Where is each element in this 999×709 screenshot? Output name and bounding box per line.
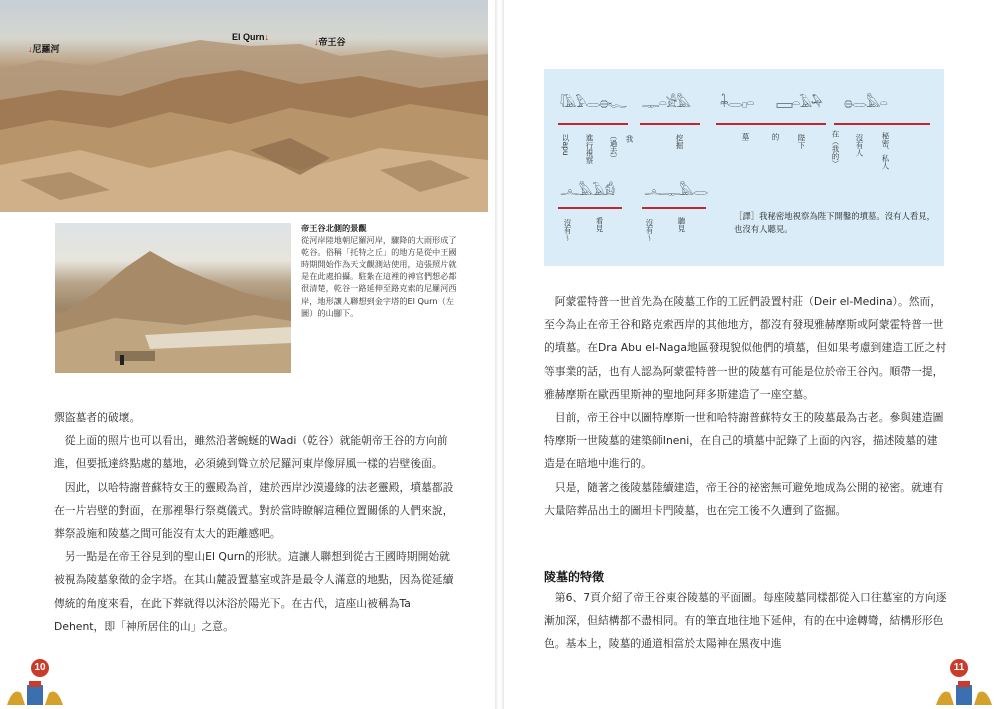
egyptian-ornament-icon	[5, 667, 65, 707]
down-arrow-icon: ↓	[28, 44, 33, 54]
paragraph: 目前，帝王谷中以圖特摩斯一世和哈特謝普蘇特女王的陵墓最為古老。參與建造圖特摩斯一世陵墓的建築師Ineni，在自己的墳墓中記錄了上面的內容，描述陵墓的建造是在暗地中進行的。	[544, 411, 944, 471]
hieroglyph-icon: 𓈙𓏏𓄿𓅆	[776, 96, 823, 111]
translation-text: ［譯］我秘密地視察為陛下開鑿的墳墓。沒有人看見，也沒有人聽見。	[734, 211, 935, 234]
page-number-badge: 11	[950, 659, 968, 677]
gloss: 聽見	[677, 216, 686, 232]
gloss: 看見	[595, 216, 604, 232]
caption-text: 從河岸陸地朝尼羅河岸，驟降的大雨形成了乾谷。俗稱「托特之丘」的地方是從中王國時期開始作為天文觀測站使用，這張照片就是在此處拍攝。駐紮在這裡的神官們想必都很清楚，乾谷一路延伸至路克索的尼羅河西岸，地形讓人聯想到金字塔的El Qurn（左圖）的山腳下。	[301, 235, 457, 318]
gloss: 秘密、私人	[881, 132, 890, 170]
paragraph: 從上面的照片也可以看出，雖然沿著蜿蜒的Wadi（乾谷）就能朝帝王谷的方向前進，但要抵達終點處的墓地，必須繞到聳立於尼羅河東岸像屏風一樣的岩壁後面。	[54, 434, 448, 471]
paragraph: 只是，隨著之後陵墓陸續建造，帝王谷的祕密無可避免地成為公開的祕密。就連有大量陪葬品出土的圖坦卡門陵墓，也在完工後不久遭到了盜掘。	[544, 480, 944, 517]
paragraph: 因此，以哈特謝普蘇特女王的靈殿為首，建於西岸沙漠邊緣的法老靈殿，墳墓都設在一片岩壁的對面，在那裡舉行祭奠儀式。對於當時瞭解這種位置關係的人們來說，葬祭設施和陵墓之間可能沒有太大的距離感吧。	[54, 480, 454, 541]
gloss: 沒有人	[855, 133, 864, 157]
label-el-qurn: El Qurn↓	[232, 32, 270, 42]
label-nile: ↓尼羅河	[28, 44, 60, 54]
caption-title: 帝王谷北側的景觀	[301, 223, 367, 233]
section-title: 陵墓的特徵	[544, 570, 605, 584]
hieroglyph-panel	[544, 69, 944, 266]
paragraph: 阿蒙霍特普一世首先為在陵墓工作的工匠們設置村莊（Deir el-Medina）。然而，至今為止在帝王谷和路克索西岸的其他地方，都沒有發現雅赫摩斯或阿蒙霍特普一世的墳墓。在Dra Abu el-Naga地區發現貌似他們的墳墓，但如果考慮到建造工匠之村等事業的話，也有人認為阿蒙霍特普一世的陵墓有可能是位於帝王谷內。順帶一提，雅赫摩斯在歐西里斯神的聖地阿拜多斯建造了一座空墓。	[544, 295, 947, 401]
el-qurn-photo	[55, 223, 291, 373]
hieroglyph-icon: 𓊃𓏏𓀀𓅓	[642, 96, 691, 111]
gloss-divider	[716, 123, 826, 125]
down-arrow-icon: ↓	[314, 37, 319, 47]
page-number-badge: 10	[31, 659, 49, 677]
left-body-text	[54, 406, 458, 638]
gloss: 挖掘	[675, 133, 684, 149]
gloss: （過去）	[609, 132, 618, 162]
gloss: 沒有～	[563, 218, 572, 242]
down-arrow-icon: ↓	[264, 32, 270, 42]
left-page	[0, 0, 495, 709]
gloss: 進行視察	[585, 134, 594, 164]
hieroglyph-icon: 𓐍𓂋𓅓𓏏	[844, 96, 887, 111]
hieroglyph-icon: 𓂜𓊃𓅓𓂋	[644, 184, 708, 199]
gloss: 陛下	[797, 133, 806, 149]
hieroglyph-icon: 𓇋𓄿𓅱𓂋𓐍𓆑	[560, 96, 627, 111]
egyptian-ornament-icon	[934, 667, 994, 707]
gloss: 我	[625, 135, 634, 143]
gloss-divider	[642, 207, 706, 209]
valley-landscape-photo	[0, 0, 488, 212]
hieroglyph-icon: 𓇓𓂋𓊪𓏏	[720, 96, 754, 111]
right-body-text	[544, 290, 948, 522]
gloss-divider	[640, 123, 700, 125]
section-body-text	[544, 586, 948, 656]
paragraph: 另一點是在帝王谷見到的聖山El Qurn的形狀。這讓人聯想到從古王國時期開始就被視為陵墓象徵的金字塔。在其山麓設置墓室或許是最令人滿意的地點，因為從延續傳統的角度來看，在此下葬就得以沐浴於陽光下。在古代，這座山被稱為Ta Dehent，即「神所居住的山」之意。	[54, 550, 454, 633]
gloss: 的	[771, 133, 780, 141]
hieroglyph-icon: 𓂜𓅓𓄿𓀁	[560, 184, 615, 199]
gloss: 沒有～	[645, 218, 654, 242]
gloss-divider	[558, 123, 628, 125]
gloss: 以apu	[561, 134, 570, 156]
paragraph: 禦盜墓者的破壞。	[54, 411, 141, 424]
photo-caption	[301, 222, 463, 319]
label-valley-of-kings: ↓帝王谷	[314, 37, 346, 47]
gloss-divider	[558, 207, 622, 209]
paragraph: 第6、7頁介紹了帝王谷東谷陵墓的平面圖。每座陵墓同樣都從入口往墓室的方向逐漸加深，但結構都不盡相同。有的筆直地往地下延伸，有的在中途轉彎，結構形形色色。基本上，陵墓的通道相當於太陽神在黑夜中進	[544, 591, 947, 651]
gloss: 在（我的）	[831, 130, 840, 168]
book-gutter	[495, 0, 504, 709]
gloss: 墓	[741, 133, 750, 141]
gloss-divider	[834, 123, 930, 125]
